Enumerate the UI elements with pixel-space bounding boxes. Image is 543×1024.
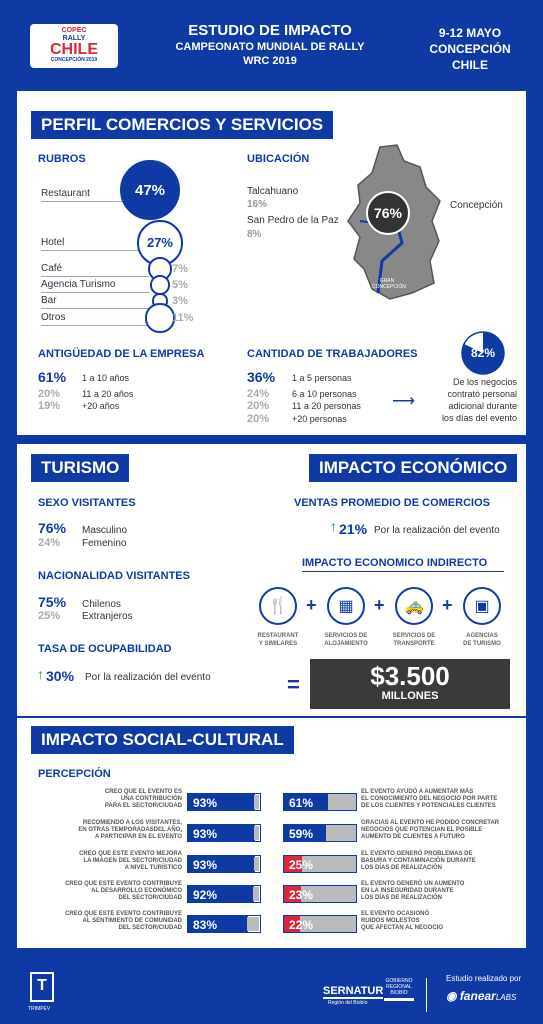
nac-extranjeros-value: 25% xyxy=(38,610,61,622)
perception-question xyxy=(361,851,521,872)
ind-restaurant-label xyxy=(248,632,308,648)
antig-label: +20 años xyxy=(82,401,120,411)
question-line: CREO QUE ESTE EVENTO CONTRIBUYE xyxy=(65,911,182,917)
ventas-heading: VENTAS PROMEDIO DE COMERCIOS xyxy=(294,497,490,509)
pie-note-1: De los negocios xyxy=(452,377,517,387)
map-label: GRAN CONCEPCIÓN xyxy=(372,278,406,290)
nac-chilenos-value: 75% xyxy=(38,594,67,610)
turismo-heading: TURISMO xyxy=(31,454,129,482)
trabajadores-heading: CANTIDAD DE TRABAJADORES xyxy=(247,348,418,360)
sernatur-sub: Región del Biobío xyxy=(328,1000,368,1006)
perception-bar xyxy=(187,855,261,873)
ubicacion-talcahuano-value: 16% xyxy=(247,199,268,210)
bar-remainder xyxy=(254,857,259,871)
perception-bar xyxy=(283,793,357,811)
trab-label: 6 a 10 personas xyxy=(292,389,357,399)
question-line: AL SENTIMIENTO DE COMUNIDAD xyxy=(82,918,182,924)
trab-value: 20% xyxy=(247,400,270,412)
up-arrow-icon: ↑ xyxy=(37,666,44,682)
rubro-value: 11% xyxy=(172,312,194,324)
perception-question xyxy=(361,911,521,932)
rubro-underline xyxy=(41,325,149,326)
trab-label: 11 a 20 personas xyxy=(292,401,361,411)
total-value: $3.500 xyxy=(370,661,450,691)
rubro-label: Restaurant xyxy=(41,188,90,199)
ubicacion-concepcion: Concepción xyxy=(450,200,503,211)
rubro-label: Bar xyxy=(41,295,57,306)
ventas-label: Por la realización del evento xyxy=(374,525,500,536)
pie-note-2: contrató personal xyxy=(447,389,517,399)
ind-label-line: SERVICIOS DE xyxy=(324,633,368,639)
social-panel xyxy=(17,718,526,948)
question-line: QUE AFECTAN AL NEGOCIO xyxy=(361,925,444,931)
question-line: EN LA INSEGURIDAD DURANTE xyxy=(361,888,454,894)
trab-value: 24% xyxy=(247,388,270,400)
plus-icon: + xyxy=(442,595,453,615)
estudio-label: Estudio realizado por xyxy=(446,974,522,983)
perception-question xyxy=(361,820,521,841)
perception-question xyxy=(57,881,182,902)
perception-bar xyxy=(187,824,261,842)
sexo-femenino-label: Femenino xyxy=(82,538,127,549)
ind-agencias-label xyxy=(452,632,512,648)
logo-chile: CHILE xyxy=(50,41,98,58)
question-line: DEL SECTOR/CIUDAD xyxy=(118,925,182,931)
perception-question xyxy=(57,820,182,841)
question-line: PARA EL SECTOR/CIUDAD xyxy=(104,803,182,809)
question-line: UNA CONTRIBUCIÓN xyxy=(120,796,182,802)
rubro-value: 5% xyxy=(172,279,188,291)
logo-copec: COPEC xyxy=(61,27,87,34)
rubro-value: 7% xyxy=(172,263,188,275)
ubicacion-heading: UBICACIÓN xyxy=(247,153,310,165)
social-heading: IMPACTO SOCIAL-CULTURAL xyxy=(31,726,294,754)
up-arrow-icon: ↑ xyxy=(330,518,337,534)
perception-bar xyxy=(283,915,357,933)
nacionalidad-heading: NACIONALIDAD VISITANTES xyxy=(38,570,190,582)
rubro-label: Otros xyxy=(41,312,66,323)
indirecto-underline xyxy=(302,571,504,572)
perfil-heading: PERFIL COMERCIOS Y SERVICIOS xyxy=(31,111,333,139)
total-box xyxy=(310,659,510,709)
indirecto-heading: IMPACTO ECONOMICO INDIRECTO xyxy=(302,557,488,569)
turismo-economico-panel xyxy=(17,444,526,716)
header-country: CHILE xyxy=(452,58,488,72)
question-line: DE LOS CLIENTES Y POTENCIALES CLIENTES xyxy=(361,803,496,809)
question-line: AUMENTO DE CLIENTES A FUTURO xyxy=(361,834,465,840)
logo-rally: RALLY xyxy=(62,35,86,42)
antig-label: 11 a 20 años xyxy=(82,389,134,399)
question-line: LOS DÍAS DE REALIZACIÓN xyxy=(361,865,443,871)
percepcion-heading: PERCEPCIÓN xyxy=(38,768,111,780)
bar-value: 23% xyxy=(289,888,314,902)
header-subtitle: CAMPEONATO MUNDIAL DE RALLY xyxy=(175,41,365,53)
rubro-circle xyxy=(120,160,180,220)
logo-concepcion: CONCEPCIÓN 2019 xyxy=(50,57,98,63)
labs-text: LABS xyxy=(495,993,517,1002)
question-line: AL DESARROLLO ECONÓMICO xyxy=(91,888,182,894)
rubros-heading: RUBROS xyxy=(38,153,86,165)
ind-label-line: DE TURISMO xyxy=(463,641,501,647)
question-line: CREO QUE ESTE EVENTO CONTRIBUYE xyxy=(65,881,182,887)
rubro-label: Café xyxy=(41,263,63,274)
question-line: GRACIAS AL EVENTO HE PODIDO CONCRETAR xyxy=(361,820,500,826)
question-line: A PARTICIPAR EN EL EVENTO xyxy=(94,834,182,840)
pie-value: 82% xyxy=(470,346,496,360)
rubro-circle xyxy=(150,275,170,295)
sernatur-logo: SERNATUR xyxy=(323,985,384,997)
antig-label: 1 a 10 años xyxy=(82,373,130,383)
ind-alojamiento-label xyxy=(316,632,376,648)
ind-label-line: SERVICIOS DE xyxy=(392,633,436,639)
rubro-label: Agencia Turismo xyxy=(41,279,116,290)
rubro-underline xyxy=(41,308,149,309)
bar-remainder xyxy=(247,917,259,931)
header-wrc: WRC 2019 xyxy=(243,55,297,67)
bar-value: 61% xyxy=(289,796,314,810)
antiguedad-heading: ANTIGÜEDAD DE LA EMPRESA xyxy=(38,348,205,360)
bar-value: 22% xyxy=(289,918,314,932)
plus-icon: + xyxy=(306,595,317,615)
gobierno-logo: GOBIERNO REGIONAL BIOBÍO xyxy=(384,978,414,1001)
bar-remainder xyxy=(254,795,259,809)
question-line: EN OTRAS TEMPORADASDEL AÑO, xyxy=(78,827,182,833)
trimpev-logo: T xyxy=(30,972,54,1002)
question-line: EL EVENTO AYUDÓ A AUMENTAR MÁS xyxy=(361,789,474,795)
antig-value: 20% xyxy=(38,388,61,400)
passport-icon: ▣ xyxy=(463,587,501,625)
rally-chile-logo xyxy=(30,24,118,68)
question-line: NEGOCIOS QUE POTENCIAN EL POSIBLE xyxy=(361,827,483,833)
perception-bar xyxy=(187,885,261,903)
rubro-value: 27% xyxy=(146,235,173,251)
restaurant-icon: 🍴 xyxy=(259,587,297,625)
question-line: EL CONOCIMIENTO DEL NEGOCIO POR PARTE xyxy=(361,796,498,802)
ocupabilidad-label: Por la realización del evento xyxy=(85,672,211,683)
question-line: DEL SECTOR/CIUDAD xyxy=(118,895,182,901)
perception-bar xyxy=(283,885,357,903)
rubro-value: 47% xyxy=(134,181,166,199)
ventas-value: 21% xyxy=(339,521,368,537)
ubicacion-talcahuano: Talcahuano xyxy=(247,186,299,197)
perception-question xyxy=(361,789,521,810)
question-line: BASURA Y CONTAMINACIÓN DURANTE xyxy=(361,858,476,864)
ocupabilidad-heading: TASA DE OCUPABILIDAD xyxy=(38,643,172,655)
perception-bar xyxy=(283,824,357,842)
rubro-underline xyxy=(41,292,149,293)
rubro-value: 3% xyxy=(172,295,188,307)
question-line: RUIDOS MOLESTOS xyxy=(361,918,420,924)
question-line: RECOMIENDO A LOS VISITANTES, xyxy=(82,820,182,826)
rubro-underline xyxy=(41,276,149,277)
fanear-logo: ◉ fanearLABS xyxy=(446,989,517,1003)
ind-label-line: TRANSPORTE xyxy=(393,641,435,647)
bar-value: 25% xyxy=(289,858,314,872)
pie-note-4: los días del evento xyxy=(441,413,517,423)
perception-question xyxy=(57,911,182,932)
trab-value: 36% xyxy=(247,369,276,385)
sexo-masculino-value: 76% xyxy=(38,520,67,536)
antig-value: 61% xyxy=(38,369,67,385)
header-title: ESTUDIO DE IMPACTO xyxy=(188,22,352,39)
question-line: LA IMAGEN DEL SECTOR/CIUDAD xyxy=(83,858,182,864)
pie-note-3: adicional durante xyxy=(448,401,517,411)
question-line: EL EVENTO GENERÓ UN AUMENTO xyxy=(361,881,465,887)
concepcion-value: 76% xyxy=(373,205,403,221)
bar-remainder xyxy=(253,887,259,901)
perception-bar xyxy=(283,855,357,873)
perfil-panel xyxy=(17,91,526,435)
question-line: LOS DÍAS DE REALIZACIÓN xyxy=(361,895,443,901)
nac-chilenos-label: Chilenos xyxy=(82,599,121,610)
question-line: CREO QUE ESTE EVENTO MEJORA xyxy=(79,851,182,857)
plus-icon: + xyxy=(374,595,385,615)
perception-question xyxy=(361,881,521,902)
trab-value: 20% xyxy=(247,413,270,425)
perception-question xyxy=(57,851,182,872)
bar-value: 92% xyxy=(193,888,218,902)
taxi-icon: 🚕 xyxy=(395,587,433,625)
header-date: 9-12 MAYO xyxy=(438,26,502,40)
bar-value: 93% xyxy=(193,796,218,810)
trimpev-label: TRIMPEV xyxy=(28,1006,51,1012)
ind-transporte-label xyxy=(384,632,444,648)
fanear-text: fanear xyxy=(459,989,496,1003)
sexo-masculino-label: Masculino xyxy=(82,525,128,536)
equals-sign: = xyxy=(287,672,300,697)
bar-value: 59% xyxy=(289,827,314,841)
rubro-label: Hotel xyxy=(41,237,65,248)
nac-extranjeros-label: Extranjeros xyxy=(82,611,133,622)
bar-value: 93% xyxy=(193,827,218,841)
total-unit: MILLONES xyxy=(381,690,439,702)
sexo-heading: SEXO VISITANTES xyxy=(38,497,136,509)
ocupabilidad-value: 30% xyxy=(46,668,75,684)
perception-question xyxy=(57,789,182,810)
ind-label-line: AGENCIAS xyxy=(466,633,498,639)
ubicacion-sanpedro-value: 8% xyxy=(247,229,262,240)
bar-value: 93% xyxy=(193,858,218,872)
question-line: EL EVENTO OCASIONÓ xyxy=(361,911,430,917)
ind-label-line: ALOJAMIENTO xyxy=(324,641,368,647)
economico-heading: IMPACTO ECONÓMICO xyxy=(309,454,517,482)
question-line: EL EVENTO GENERÓ PROBLEMAS DE xyxy=(361,851,473,857)
question-line: CREO QUE EL EVENTO ES xyxy=(104,789,182,795)
footer-divider xyxy=(426,978,427,1012)
bar-remainder xyxy=(254,826,259,840)
trab-label: 1 a 5 personas xyxy=(292,373,352,383)
arrow-icon: ⟶ xyxy=(392,393,415,410)
concepcion-circle xyxy=(366,191,410,235)
ind-label-line: RESTAURANT xyxy=(257,633,299,639)
antig-value: 19% xyxy=(38,400,61,412)
perception-bar xyxy=(187,793,261,811)
ubicacion-sanpedro: San Pedro de la Paz xyxy=(247,215,339,226)
rubro-circle xyxy=(145,303,174,332)
bar-value: 83% xyxy=(193,918,218,932)
hotel-icon: ▦ xyxy=(327,587,365,625)
perception-bar xyxy=(187,915,261,933)
ind-label-line: Y SIMILARES xyxy=(258,641,298,647)
header-city: CONCEPCIÓN xyxy=(429,42,511,56)
trab-label: +20 personas xyxy=(292,414,347,424)
sexo-femenino-value: 24% xyxy=(38,537,61,549)
question-line: A NIVEL TURÍSTICO xyxy=(124,865,182,871)
